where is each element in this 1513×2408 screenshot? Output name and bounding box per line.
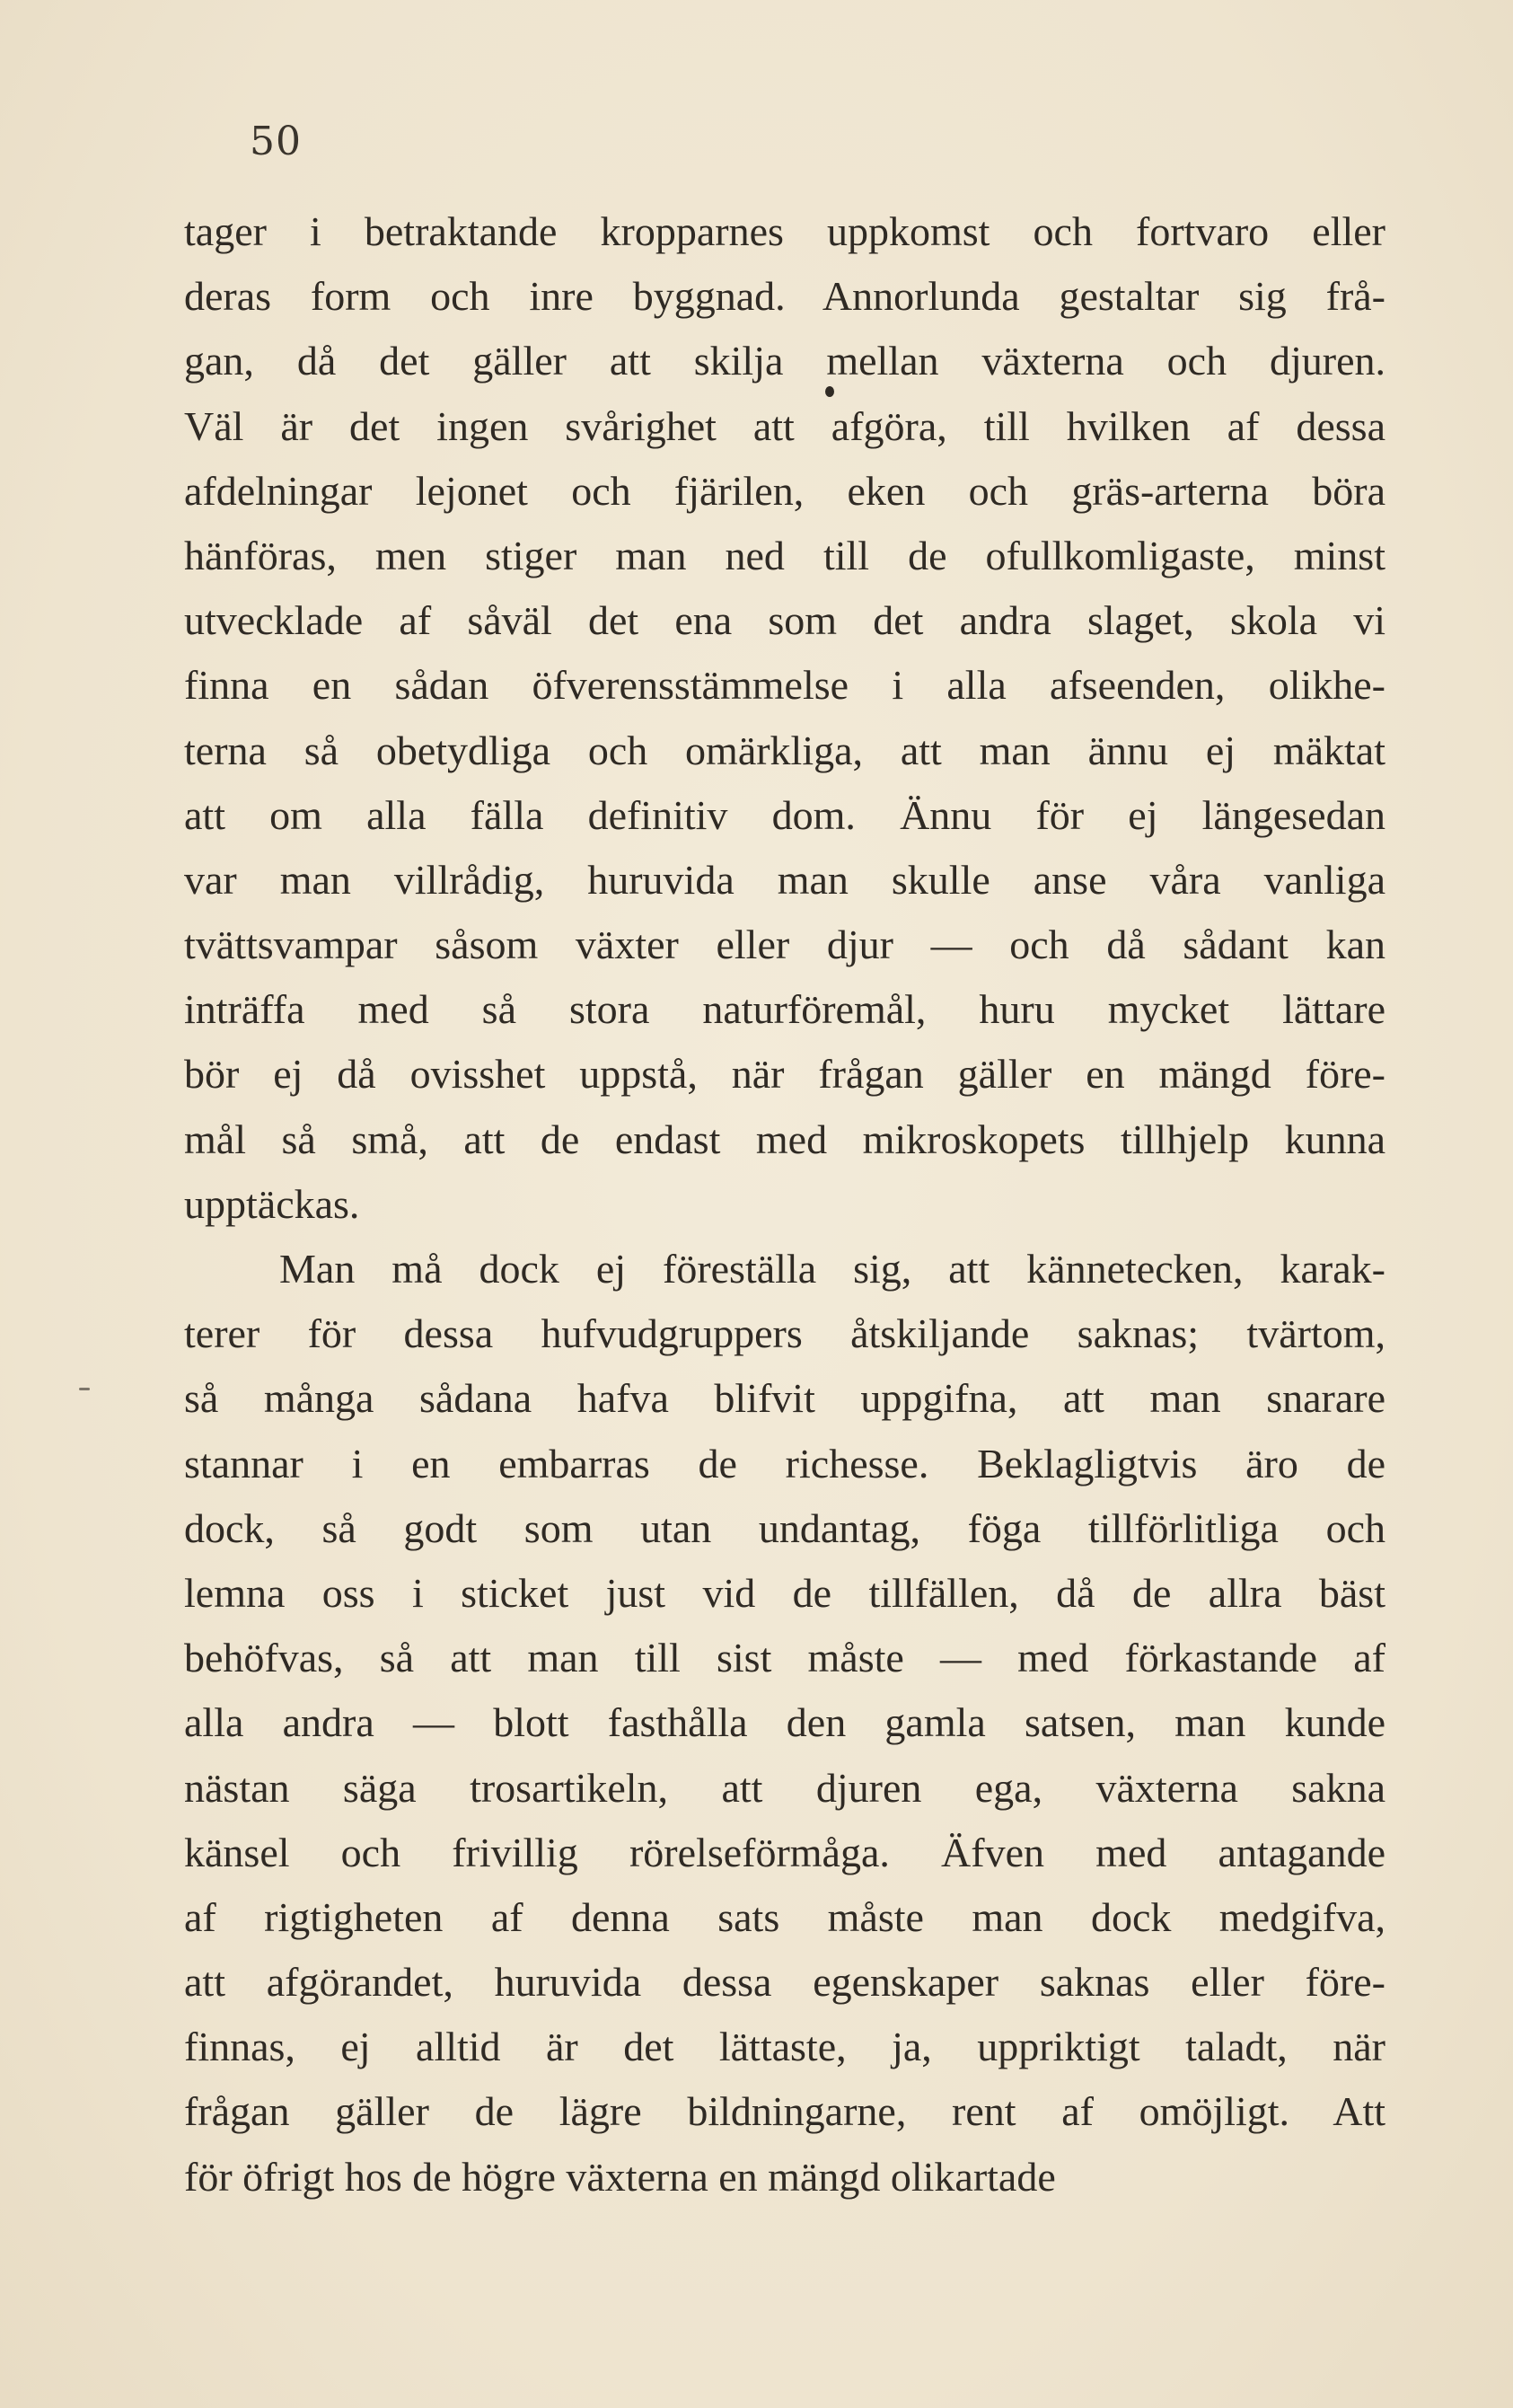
text-line: tvättsvampar såsom växter eller djur — och då sådant kan bbox=[184, 922, 1385, 968]
text-line: känsel och frivillig rörelseförmåga. Äfven med antagande bbox=[184, 1829, 1385, 1875]
text-line: hänföras, men stiger man ned till de ofullkomligaste, minst bbox=[184, 532, 1385, 578]
text-line: terna så obetydliga och omärkliga, att man ännu ej mäktat bbox=[184, 727, 1385, 773]
text-line: gan, då det gäller att skilja mellan växterna och djuren. bbox=[184, 338, 1385, 384]
text-line: Väl är det ingen svårighet att afgöra, till hvilken af dessa bbox=[184, 402, 1385, 449]
text-line: utvecklade af såväl det ena som det andra slaget, skola vi bbox=[184, 597, 1385, 644]
text-line: finnas, ej alltid är det lättaste, ja, uppriktigt taladt, när bbox=[184, 2024, 1385, 2070]
text-line: afdelningar lejonet och fjärilen, eken och gräs-arterna böra bbox=[184, 467, 1385, 514]
text-line: dock, så godt som utan undantag, föga tillförlitliga och bbox=[184, 1504, 1385, 1551]
text-line: inträffa med så stora naturföremål, huru mycket lättare bbox=[184, 986, 1385, 1033]
text-line: så många sådana hafva blifvit uppgifna, att man snarare bbox=[184, 1375, 1385, 1422]
text-line: nästan säga trosartikeln, att djuren ega, växterna sakna bbox=[184, 1764, 1385, 1811]
text-line: deras form och inre byggnad. Annorlunda gestaltar sig frå- bbox=[184, 273, 1385, 320]
text-line: bör ej då ovisshet uppstå, när frågan gäller en mängd före- bbox=[184, 1051, 1385, 1098]
body-text bbox=[184, 199, 1385, 2210]
text-line: af rigtigheten af denna sats måste man dock medgifva, bbox=[184, 1893, 1385, 1940]
text-line: alla andra — blott fasthålla den gamla satsen, man kunde bbox=[184, 1699, 1385, 1746]
text-line: att om alla fälla definitiv dom. Ännu för ej längesedan bbox=[184, 791, 1385, 838]
text-line: att afgörandet, huruvida dessa egenskaper saknas eller före- bbox=[184, 1959, 1385, 2006]
ink-speck bbox=[79, 1388, 90, 1390]
text-line: stannar i en embarras de richesse. Beklagligtvis äro de bbox=[184, 1440, 1385, 1486]
text-line: lemna oss i sticket just vid de tillfällen, då de allra bäst bbox=[184, 1569, 1385, 1616]
page-number: 50 bbox=[250, 119, 302, 164]
text-line: finna en sådan öfverensstämmelse i alla afseenden, olikhe- bbox=[184, 662, 1385, 709]
text-line: Man må dock ej föreställa sig, att kännetecken, karak- bbox=[279, 1246, 1385, 1292]
text-line: för öfrigt hos de högre växterna en mängd olikartade bbox=[184, 2153, 1056, 2200]
text-line: tager i betraktande kropparnes uppkomst och fortvaro eller bbox=[184, 208, 1385, 254]
text-line: behöfvas, så att man till sist måste — med förkastande af bbox=[184, 1635, 1385, 1681]
text-line: mål så små, att de endast med mikroskopets tillhjelp kunna bbox=[184, 1116, 1385, 1162]
text-line: upptäckas. bbox=[184, 1180, 360, 1227]
ink-speck bbox=[825, 386, 834, 397]
text-line: terer för dessa hufvudgruppers åtskiljande saknas; tvärtom, bbox=[184, 1310, 1385, 1357]
text-line: frågan gäller de lägre bildningarne, rent af omöjligt. Att bbox=[184, 2088, 1385, 2135]
text-line: var man villrådig, huruvida man skulle anse våra vanliga bbox=[184, 856, 1385, 903]
